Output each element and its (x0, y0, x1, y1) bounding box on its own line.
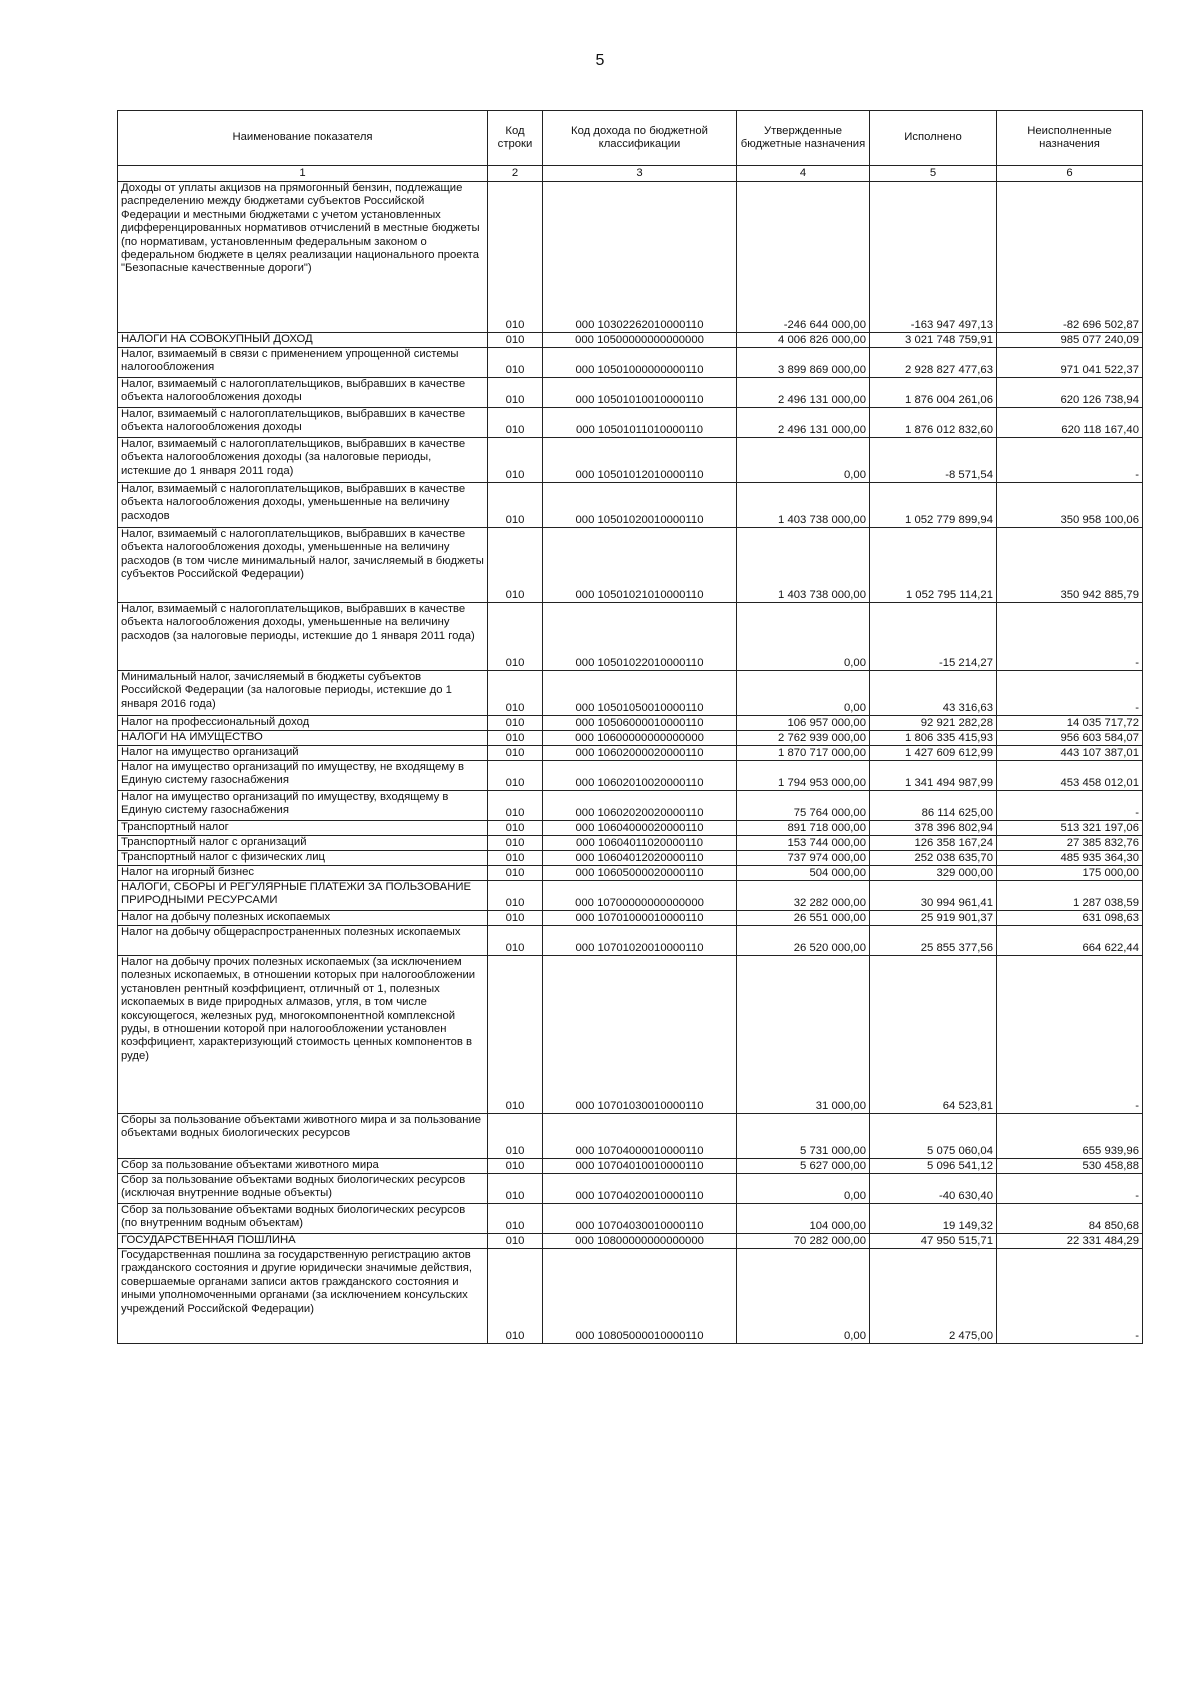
row-executed-value: 43 316,63 (870, 671, 997, 716)
header-row (118, 111, 1143, 166)
row-income-code: 000 10704030010000110 (543, 1204, 737, 1234)
row-income-code: 000 10701030010000110 (543, 956, 737, 1114)
row-line-code: 010 (488, 1249, 543, 1344)
column-number: 1 (118, 166, 488, 182)
table-row (118, 881, 1143, 911)
row-name: НАЛОГИ НА ИМУЩЕСТВО (118, 731, 488, 746)
row-line-code: 010 (488, 348, 543, 378)
row-unexecuted-value: 485 935 364,30 (997, 851, 1143, 866)
table-row (118, 528, 1143, 603)
table-row (118, 746, 1143, 761)
row-executed-value: 126 358 167,24 (870, 836, 997, 851)
row-unexecuted-value: 84 850,68 (997, 1204, 1143, 1234)
row-unexecuted-value: 971 041 522,37 (997, 348, 1143, 378)
row-income-code: 000 10501011010000110 (543, 408, 737, 438)
row-income-code: 000 10604011020000110 (543, 836, 737, 851)
row-name: Налог на добычу общераспространенных полезных ископаемых (118, 926, 488, 956)
row-income-code: 000 10602010020000110 (543, 761, 737, 791)
row-unexecuted-value: - (997, 956, 1143, 1114)
row-name: Налог на имущество организаций по имуществу, не входящему в Единую систему газоснабжения (118, 761, 488, 791)
row-executed-value: 19 149,32 (870, 1204, 997, 1234)
row-unexecuted-value: 443 107 387,01 (997, 746, 1143, 761)
row-approved-value: 1 403 738 000,00 (737, 483, 870, 528)
row-unexecuted-value: 27 385 832,76 (997, 836, 1143, 851)
row-line-code: 010 (488, 182, 543, 333)
row-name: Минимальный налог, зачисляемый в бюджеты субъектов Российской Федерации (за налоговые периоды, истекшие до 1 января 2016 года) (118, 671, 488, 716)
row-executed-value: 1 876 012 832,60 (870, 408, 997, 438)
row-line-code: 010 (488, 1174, 543, 1204)
row-name: ГОСУДАРСТВЕННАЯ ПОШЛИНА (118, 1234, 488, 1249)
row-income-code: 000 10302262010000110 (543, 182, 737, 333)
row-name: Сбор за пользование объектами животного мира (118, 1159, 488, 1174)
table-row (118, 956, 1143, 1114)
row-approved-value: 737 974 000,00 (737, 851, 870, 866)
row-executed-value: 64 523,81 (870, 956, 997, 1114)
table-row (118, 603, 1143, 671)
table-row (118, 671, 1143, 716)
table-row (118, 866, 1143, 881)
row-unexecuted-value: 350 958 100,06 (997, 483, 1143, 528)
row-line-code: 010 (488, 1114, 543, 1159)
row-approved-value: 0,00 (737, 438, 870, 483)
row-approved-value: 0,00 (737, 671, 870, 716)
row-income-code: 000 10501021010000110 (543, 528, 737, 603)
row-approved-value: 26 551 000,00 (737, 911, 870, 926)
column-number: 3 (543, 166, 737, 182)
row-executed-value: 1 052 779 899,94 (870, 483, 997, 528)
header-income-code: Код дохода по бюджетной классификации (543, 111, 737, 166)
row-unexecuted-value: 453 458 012,01 (997, 761, 1143, 791)
row-income-code: 000 10704010010000110 (543, 1159, 737, 1174)
row-name: НАЛОГИ, СБОРЫ И РЕГУЛЯРНЫЕ ПЛАТЕЖИ ЗА ПОЛЬЗОВАНИЕ ПРИРОДНЫМИ РЕСУРСАМИ (118, 881, 488, 911)
row-name: Налог, взимаемый с налогоплательщиков, выбравших в качестве объекта налогообложения доходы (118, 408, 488, 438)
row-executed-value: 5 075 060,04 (870, 1114, 997, 1159)
row-income-code: 000 10701020010000110 (543, 926, 737, 956)
table-row (118, 926, 1143, 956)
table-row (118, 1174, 1143, 1204)
table-row (118, 791, 1143, 821)
row-income-code: 000 10602020020000110 (543, 791, 737, 821)
row-unexecuted-value: - (997, 671, 1143, 716)
row-approved-value: 1 794 953 000,00 (737, 761, 870, 791)
row-executed-value: 3 021 748 759,91 (870, 333, 997, 348)
row-line-code: 010 (488, 956, 543, 1114)
row-name: Сбор за пользование объектами водных биологических ресурсов (исключая внутренние водные объекты) (118, 1174, 488, 1204)
row-line-code: 010 (488, 926, 543, 956)
header-row-code: Код строки (488, 111, 543, 166)
row-income-code: 000 10800000000000000 (543, 1234, 737, 1249)
table-row (118, 378, 1143, 408)
row-name: Налог на добычу прочих полезных ископаемых (за исключением полезных ископаемых, в отношении которых при налогообложении установлен рентный коэффициент, отличный от 1, полезных ископаемых в виде природных алмазов, угля, в том числе коксующегося, железных руд, многокомпонентной комплексной руды, в отношении которой при налогообложении установлен коэффициент, характеризующий стоимость ценных компонентов в руде) (118, 956, 488, 1114)
row-approved-value: 75 764 000,00 (737, 791, 870, 821)
row-line-code: 010 (488, 671, 543, 716)
row-income-code: 000 10500000000000000 (543, 333, 737, 348)
row-executed-value: 25 919 901,37 (870, 911, 997, 926)
table-row (118, 1234, 1143, 1249)
row-name: Налог на профессиональный доход (118, 716, 488, 731)
row-line-code: 010 (488, 836, 543, 851)
row-line-code: 010 (488, 378, 543, 408)
column-number: 5 (870, 166, 997, 182)
row-unexecuted-value: 631 098,63 (997, 911, 1143, 926)
row-approved-value: 2 762 939 000,00 (737, 731, 870, 746)
row-executed-value: 86 114 625,00 (870, 791, 997, 821)
row-line-code: 010 (488, 911, 543, 926)
row-name: Сбор за пользование объектами водных биологических ресурсов (по внутренним водным объектам) (118, 1204, 488, 1234)
row-name: Налог на имущество организаций по имуществу, входящему в Единую систему газоснабжения (118, 791, 488, 821)
row-income-code: 000 10501012010000110 (543, 438, 737, 483)
row-unexecuted-value: - (997, 603, 1143, 671)
row-line-code: 010 (488, 333, 543, 348)
row-executed-value: 47 950 515,71 (870, 1234, 997, 1249)
row-income-code: 000 10605000020000110 (543, 866, 737, 881)
row-executed-value: -40 630,40 (870, 1174, 997, 1204)
row-unexecuted-value: - (997, 1249, 1143, 1344)
row-approved-value: 70 282 000,00 (737, 1234, 870, 1249)
row-unexecuted-value: 956 603 584,07 (997, 731, 1143, 746)
row-name: НАЛОГИ НА СОВОКУПНЫЙ ДОХОД (118, 333, 488, 348)
row-line-code: 010 (488, 1204, 543, 1234)
row-income-code: 000 10604012020000110 (543, 851, 737, 866)
table-body (118, 182, 1143, 1344)
row-unexecuted-value: - (997, 791, 1143, 821)
row-approved-value: 1 403 738 000,00 (737, 528, 870, 603)
row-name: Налог на имущество организаций (118, 746, 488, 761)
row-line-code: 010 (488, 821, 543, 836)
row-line-code: 010 (488, 716, 543, 731)
row-income-code: 000 10700000000000000 (543, 881, 737, 911)
row-unexecuted-value: 513 321 197,06 (997, 821, 1143, 836)
row-approved-value: 1 870 717 000,00 (737, 746, 870, 761)
row-income-code: 000 10501000000000110 (543, 348, 737, 378)
row-line-code: 010 (488, 528, 543, 603)
row-executed-value: 1 341 494 987,99 (870, 761, 997, 791)
table-row (118, 761, 1143, 791)
row-unexecuted-value: 985 077 240,09 (997, 333, 1143, 348)
row-unexecuted-value: - (997, 438, 1143, 483)
row-income-code: 000 10501020010000110 (543, 483, 737, 528)
row-line-code: 010 (488, 761, 543, 791)
row-executed-value: 1 427 609 612,99 (870, 746, 997, 761)
row-unexecuted-value: 530 458,88 (997, 1159, 1143, 1174)
row-income-code: 000 10501010010000110 (543, 378, 737, 408)
column-number: 2 (488, 166, 543, 182)
column-number-row (118, 166, 1143, 182)
row-approved-value: 3 899 869 000,00 (737, 348, 870, 378)
row-executed-value: 25 855 377,56 (870, 926, 997, 956)
row-unexecuted-value: 664 622,44 (997, 926, 1143, 956)
header-executed: Исполнено (870, 111, 997, 166)
row-unexecuted-value: - (997, 1174, 1143, 1204)
row-approved-value: 4 006 826 000,00 (737, 333, 870, 348)
row-approved-value: 104 000,00 (737, 1204, 870, 1234)
row-executed-value: 2 928 827 477,63 (870, 348, 997, 378)
row-name: Налог, взимаемый с налогоплательщиков, выбравших в качестве объекта налогообложения доходы (118, 378, 488, 408)
header-approved: Утвержденные бюджетные назначения (737, 111, 870, 166)
row-executed-value: 30 994 961,41 (870, 881, 997, 911)
row-income-code: 000 10501050010000110 (543, 671, 737, 716)
row-name: Государственная пошлина за государственную регистрацию актов гражданского состояния и другие юридически значимые действия, совершаемые органами записи актов гражданского состояния и иными уполномоченными органами (за исключением консульских учреждений Российской Федерации) (118, 1249, 488, 1344)
row-name: Налог, взимаемый с налогоплательщиков, выбравших в качестве объекта налогообложения доходы, уменьшенные на величину расходов (118, 483, 488, 528)
column-number: 4 (737, 166, 870, 182)
row-line-code: 010 (488, 483, 543, 528)
row-income-code: 000 10506000010000110 (543, 716, 737, 731)
row-income-code: 000 10501022010000110 (543, 603, 737, 671)
row-approved-value: 26 520 000,00 (737, 926, 870, 956)
table-row (118, 911, 1143, 926)
table-row (118, 182, 1143, 333)
row-name: Налог, взимаемый в связи с применением упрощенной системы налогообложения (118, 348, 488, 378)
row-executed-value: 378 396 802,94 (870, 821, 997, 836)
table-row (118, 1249, 1143, 1344)
row-unexecuted-value: 175 000,00 (997, 866, 1143, 881)
row-unexecuted-value: 22 331 484,29 (997, 1234, 1143, 1249)
row-executed-value: -8 571,54 (870, 438, 997, 483)
row-unexecuted-value: 1 287 038,59 (997, 881, 1143, 911)
row-approved-value: 0,00 (737, 1174, 870, 1204)
row-approved-value: 153 744 000,00 (737, 836, 870, 851)
page-number: 5 (595, 52, 605, 69)
row-approved-value: 0,00 (737, 603, 870, 671)
row-executed-value: -15 214,27 (870, 603, 997, 671)
header-unexecuted: Неисполненные назначения (997, 111, 1143, 166)
table-row (118, 333, 1143, 348)
row-executed-value: 329 000,00 (870, 866, 997, 881)
row-executed-value: 252 038 635,70 (870, 851, 997, 866)
table-row (118, 836, 1143, 851)
row-executed-value: 1 876 004 261,06 (870, 378, 997, 408)
row-approved-value: -246 644 000,00 (737, 182, 870, 333)
table-row (118, 731, 1143, 746)
row-name: Транспортный налог (118, 821, 488, 836)
row-name: Доходы от уплаты акцизов на прямогонный бензин, подлежащие распределению между бюджетами субъектов Российской Федерации и местными бюджетами с учетом установленных дифференцированных нормативов отчислений в местные бюджеты (по нормативам, установленным федеральным законом о федеральном бюджете в целях реализации национального проекта "Безопасные качественные дороги") (118, 182, 488, 333)
table-row (118, 716, 1143, 731)
table-row (118, 408, 1143, 438)
row-unexecuted-value: 620 126 738,94 (997, 378, 1143, 408)
row-line-code: 010 (488, 1159, 543, 1174)
row-name: Налог, взимаемый с налогоплательщиков, выбравших в качестве объекта налогообложения доходы, уменьшенные на величину расходов (в том числе минимальный налог, зачисляемый в бюджеты субъектов Российской Федерации) (118, 528, 488, 603)
row-approved-value: 32 282 000,00 (737, 881, 870, 911)
row-approved-value: 106 957 000,00 (737, 716, 870, 731)
row-income-code: 000 10704020010000110 (543, 1174, 737, 1204)
row-income-code: 000 10604000020000110 (543, 821, 737, 836)
table-row (118, 438, 1143, 483)
row-executed-value: 1 052 795 114,21 (870, 528, 997, 603)
column-number: 6 (997, 166, 1143, 182)
row-line-code: 010 (488, 408, 543, 438)
row-name: Сборы за пользование объектами животного мира и за пользование объектами водных биологических ресурсов (118, 1114, 488, 1159)
table-row (118, 1204, 1143, 1234)
row-line-code: 010 (488, 881, 543, 911)
row-name: Транспортный налог с организаций (118, 836, 488, 851)
row-line-code: 010 (488, 851, 543, 866)
row-approved-value: 5 731 000,00 (737, 1114, 870, 1159)
row-executed-value: 1 806 335 415,93 (870, 731, 997, 746)
row-line-code: 010 (488, 866, 543, 881)
row-executed-value: 5 096 541,12 (870, 1159, 997, 1174)
row-line-code: 010 (488, 438, 543, 483)
row-name: Налог, взимаемый с налогоплательщиков, выбравших в качестве объекта налогообложения доходы, уменьшенные на величину расходов (за налоговые периоды, истекшие до 1 января 2011 года) (118, 603, 488, 671)
table-row (118, 483, 1143, 528)
row-income-code: 000 10805000010000110 (543, 1249, 737, 1344)
row-unexecuted-value: 620 118 167,40 (997, 408, 1143, 438)
budget-income-table (117, 110, 1143, 1344)
table-row (118, 851, 1143, 866)
row-executed-value: -163 947 497,13 (870, 182, 997, 333)
row-line-code: 010 (488, 1234, 543, 1249)
table-row (118, 348, 1143, 378)
row-approved-value: 0,00 (737, 1249, 870, 1344)
row-income-code: 000 10704000010000110 (543, 1114, 737, 1159)
row-income-code: 000 10701000010000110 (543, 911, 737, 926)
row-approved-value: 5 627 000,00 (737, 1159, 870, 1174)
row-unexecuted-value: -82 696 502,87 (997, 182, 1143, 333)
row-approved-value: 2 496 131 000,00 (737, 378, 870, 408)
row-line-code: 010 (488, 746, 543, 761)
row-income-code: 000 10602000020000110 (543, 746, 737, 761)
table-row (118, 1159, 1143, 1174)
row-executed-value: 2 475,00 (870, 1249, 997, 1344)
row-unexecuted-value: 655 939,96 (997, 1114, 1143, 1159)
row-approved-value: 891 718 000,00 (737, 821, 870, 836)
row-name: Транспортный налог с физических лиц (118, 851, 488, 866)
row-approved-value: 31 000,00 (737, 956, 870, 1114)
row-executed-value: 92 921 282,28 (870, 716, 997, 731)
row-unexecuted-value: 350 942 885,79 (997, 528, 1143, 603)
row-approved-value: 504 000,00 (737, 866, 870, 881)
row-name: Налог, взимаемый с налогоплательщиков, выбравших в качестве объекта налогообложения доходы (за налоговые периоды, истекшие до 1 января 2011 года) (118, 438, 488, 483)
table-row (118, 1114, 1143, 1159)
table-row (118, 821, 1143, 836)
row-line-code: 010 (488, 791, 543, 821)
row-name: Налог на игорный бизнес (118, 866, 488, 881)
header-name: Наименование показателя (118, 111, 488, 166)
row-income-code: 000 10600000000000000 (543, 731, 737, 746)
row-line-code: 010 (488, 731, 543, 746)
row-unexecuted-value: 14 035 717,72 (997, 716, 1143, 731)
row-name: Налог на добычу полезных ископаемых (118, 911, 488, 926)
row-line-code: 010 (488, 603, 543, 671)
row-approved-value: 2 496 131 000,00 (737, 408, 870, 438)
